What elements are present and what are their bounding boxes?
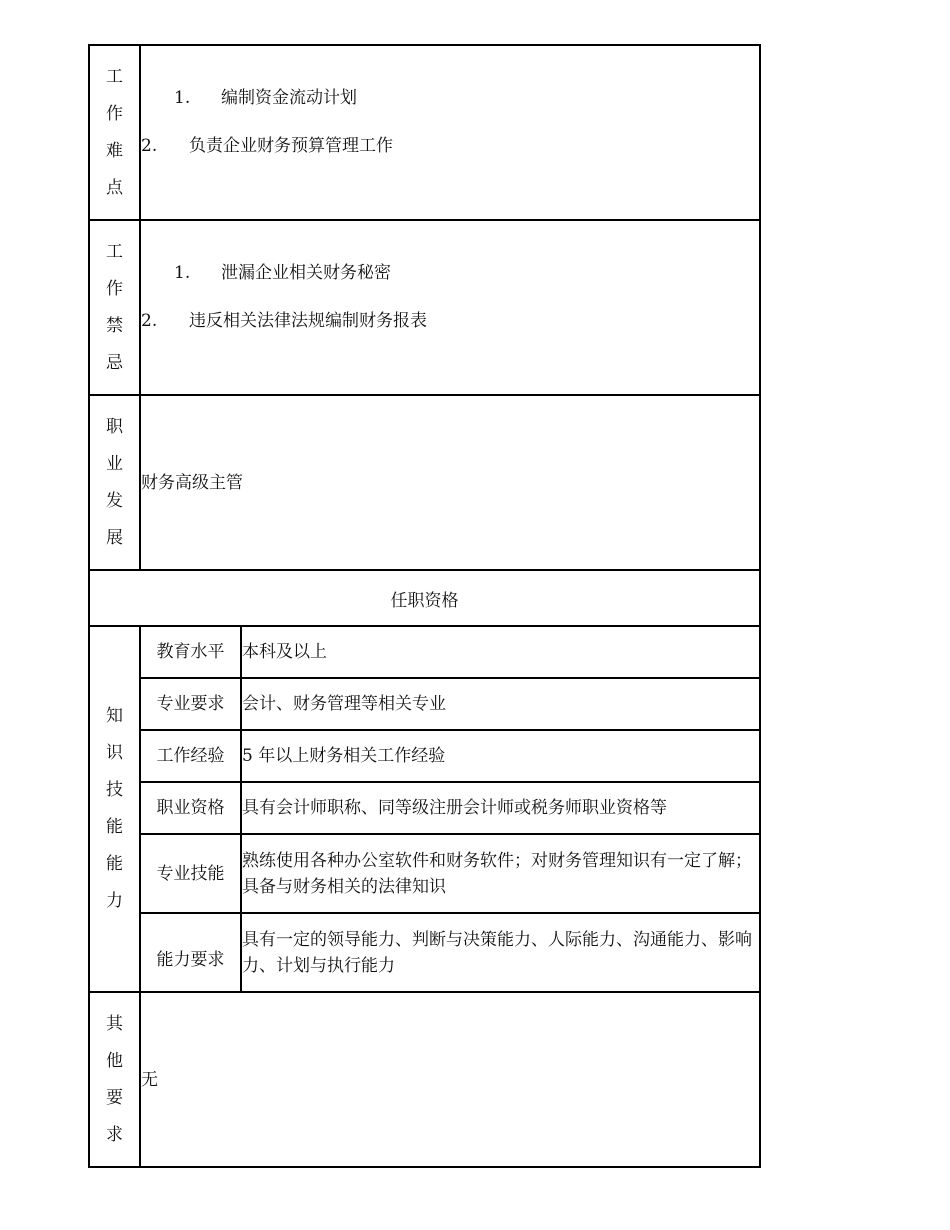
forbidden-label: 工 作 禁 忌 (89, 220, 140, 395)
education-label: 教育水平 (140, 626, 241, 678)
table-row (89, 626, 760, 678)
experience-value: 5 年以上财务相关工作经验 (241, 730, 760, 782)
forbidden-content (140, 220, 760, 395)
career-row (89, 395, 760, 570)
difficulty-row (89, 45, 760, 220)
other-content (140, 992, 760, 1167)
qualification-row (89, 570, 760, 626)
ability-label: 能力要求 (140, 913, 241, 992)
education-value: 本科及以上 (241, 626, 760, 678)
qualification-title: 任职资格 (89, 570, 760, 626)
career-text: 财务高级主管 (141, 472, 243, 493)
major-label: 专业要求 (140, 678, 241, 730)
other-label: 其 他 要 求 (89, 992, 140, 1167)
skills-value: 熟练使用各种办公室软件和财务软件；对财务管理知识有一定了解；具备与财务相关的法律知识 (241, 834, 760, 913)
experience-label: 工作经验 (140, 730, 241, 782)
forbidden-row (89, 220, 760, 395)
table-row (89, 913, 760, 992)
ability-value: 具有一定的领导能力、判断与决策能力、人际能力、沟通能力、影响力、计划与执行能力 (241, 913, 760, 992)
difficulty-label: 工 作 难 点 (89, 45, 140, 220)
job-description-table (88, 44, 761, 1168)
table-row (89, 678, 760, 730)
list-item: 2. 负责企业财务预算管理工作 (141, 136, 393, 156)
list-item: 1. 编制资金流动计划 (174, 88, 357, 108)
skills-label: 专业技能 (140, 834, 241, 913)
other-row (89, 992, 760, 1167)
table-row (89, 834, 760, 913)
certification-value: 具有会计师职称、同等级注册会计师或税务师职业资格等 (241, 782, 760, 834)
list-item: 2. 违反相关法律法规编制财务报表 (141, 311, 427, 331)
list-item: 1. 泄漏企业相关财务秘密 (174, 263, 391, 283)
major-value: 会计、财务管理等相关专业 (241, 678, 760, 730)
knowledge-label: 知 识 技 能 能 力 (89, 626, 140, 992)
table-row (89, 782, 760, 834)
other-text: 无 (141, 1069, 158, 1090)
career-content (140, 395, 760, 570)
difficulty-content (140, 45, 760, 220)
certification-label: 职业资格 (140, 782, 241, 834)
table-row (89, 730, 760, 782)
career-label: 职 业 发 展 (89, 395, 140, 570)
